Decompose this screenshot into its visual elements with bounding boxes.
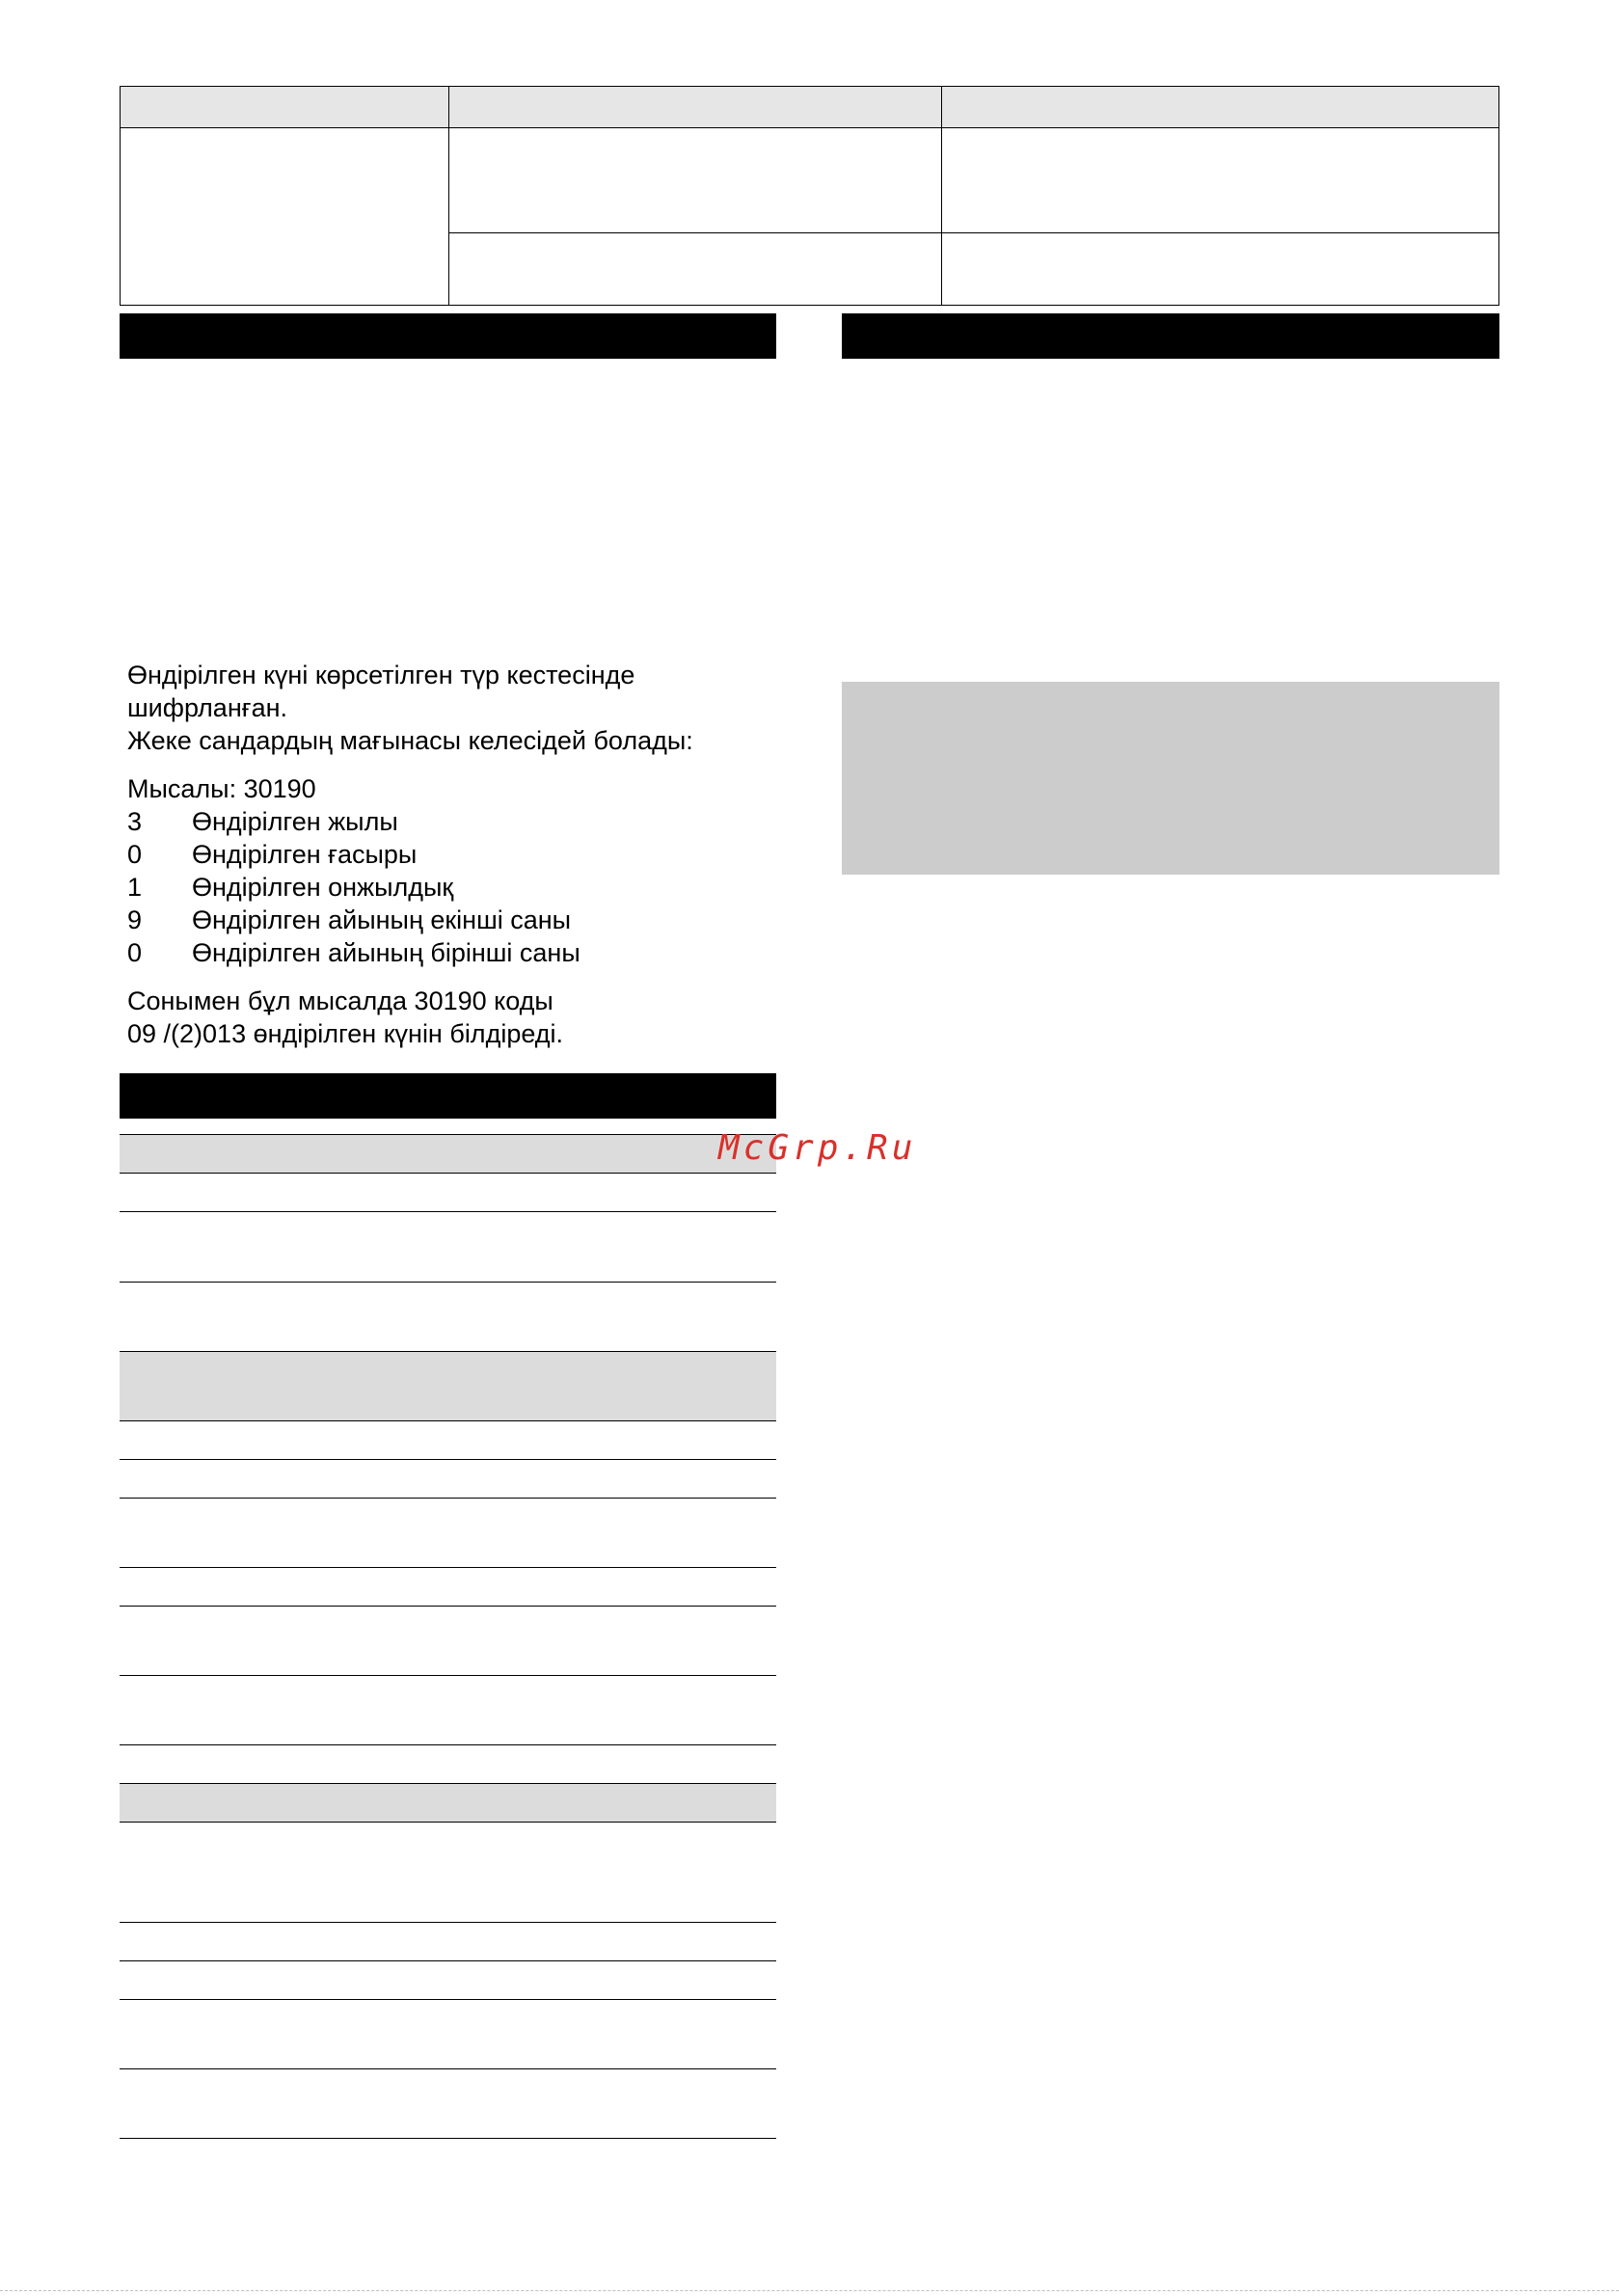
table-rule bbox=[120, 1822, 776, 1823]
example-label: Мысалы: 30190 bbox=[127, 774, 316, 803]
list-item-meaning: Өндірілген ғасыры bbox=[192, 840, 418, 869]
table-shaded-row bbox=[120, 1783, 776, 1822]
conclusion-line-2: 09 /(2)013 өндірілген күнін білдіреді. bbox=[127, 1019, 564, 1048]
table-shaded-row bbox=[120, 1351, 776, 1420]
table-rule bbox=[120, 1744, 776, 1745]
list-item bbox=[127, 904, 571, 936]
list-item-digit: 3 bbox=[127, 807, 143, 836]
list-item bbox=[127, 805, 398, 838]
list-item-digit: 9 bbox=[127, 905, 143, 934]
list-item-meaning: Өндірілген айының бірінші саны bbox=[192, 938, 580, 967]
top-table-row-divider bbox=[448, 232, 1498, 233]
list-item-digit: 0 bbox=[127, 938, 143, 967]
watermark-text: McGrp.Ru bbox=[718, 1128, 917, 1168]
top-table bbox=[120, 86, 1499, 306]
note-box bbox=[842, 682, 1499, 875]
list-item bbox=[127, 871, 453, 904]
table-rule bbox=[120, 1173, 776, 1174]
top-table-divider-1 bbox=[448, 87, 449, 305]
table-rule bbox=[120, 1498, 776, 1499]
table-rule bbox=[120, 1420, 776, 1421]
table-rule bbox=[120, 1211, 776, 1212]
section-header-right bbox=[842, 313, 1499, 359]
table-rule bbox=[120, 2068, 776, 2069]
top-table-header bbox=[121, 87, 1498, 128]
table-rule bbox=[120, 1675, 776, 1676]
top-table-divider-2 bbox=[941, 87, 942, 305]
table-rule bbox=[120, 2138, 776, 2139]
intro-line-2: шифрланған. bbox=[127, 693, 288, 722]
list-item bbox=[127, 838, 417, 871]
table-rule bbox=[120, 1567, 776, 1568]
list-item-meaning: Өндірілген жылы bbox=[192, 807, 398, 836]
table-rule bbox=[120, 1282, 776, 1283]
table-shaded-row bbox=[120, 1134, 776, 1173]
page-bottom-edge bbox=[0, 2290, 1619, 2291]
table-rule bbox=[120, 1459, 776, 1460]
table-rule bbox=[120, 1134, 776, 1135]
list-item bbox=[127, 936, 580, 969]
list-item-digit: 0 bbox=[127, 840, 143, 869]
table-rule bbox=[120, 1922, 776, 1923]
list-item-meaning: Өндірілген айының екінші саны bbox=[192, 905, 572, 934]
table-rule bbox=[120, 1960, 776, 1961]
table-rule bbox=[120, 1783, 776, 1784]
table-rule bbox=[120, 1351, 776, 1352]
list-item-digit: 1 bbox=[127, 873, 143, 902]
intro-line-3: Жеке сандардың мағынасы келесідей болады: bbox=[127, 726, 693, 755]
list-item-meaning: Өндірілген онжылдық bbox=[192, 873, 454, 902]
conclusion-line-1: Сонымен бұл мысалда 30190 коды bbox=[127, 986, 553, 1015]
section-header-left bbox=[120, 313, 776, 359]
section-header-lower bbox=[120, 1073, 776, 1119]
intro-line-1: Өндірілген күні көрсетілген түр кестесінде bbox=[127, 661, 635, 689]
table-rule bbox=[120, 1999, 776, 2000]
table-rule bbox=[120, 1606, 776, 1607]
